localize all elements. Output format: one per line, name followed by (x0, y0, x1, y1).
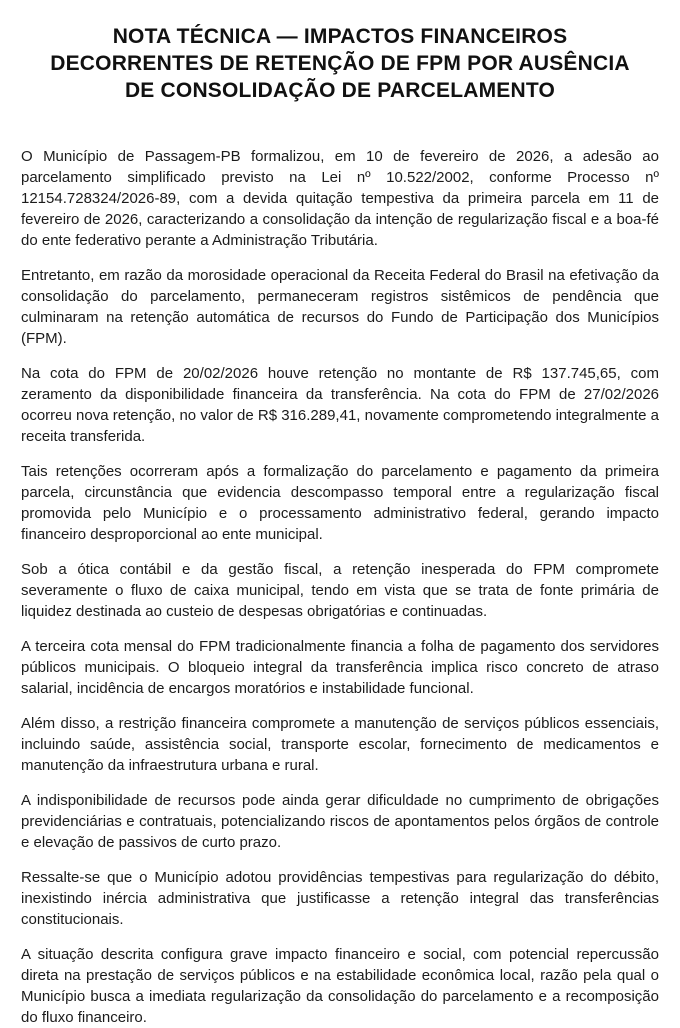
title-line-3: DE CONSOLIDAÇÃO DE PARCELAMENTO (124, 79, 556, 102)
paragraph-adesao-parcelamento: O Município de Passagem-PB formalizou, em 10 de fevereiro de 2026, a adesão ao parcelamento simplificado previsto na Lei nº 10.522/2002, conforme Processo nº 12154.728324/2026-89, com a devida quitação tempestiva da primeira parcela em 11 de fevereiro de 2026, caracterizando a consolidação da intenção de regularização fiscal e a boa-fé do ente federativo perante a Administração Tributária. (21, 148, 659, 249)
paragraph-folha-pagamento: A terceira cota mensal do FPM tradicionalmente financia a folha de pagamento dos servidores públicos municipais. O bloqueio integral da transferência implica risco concreto de atraso salarial, incidência de encargos moratórios e instabilidade funcional. (21, 638, 659, 697)
document-title (0, 0, 680, 104)
paragraph-providencias-tempestivas: Ressalte-se que o Município adotou providências tempestivas para regularização do débito, inexistindo inércia administrativa que justificasse a retenção integral das transferências constitucionais. (21, 869, 659, 928)
paragraph-otica-contabil: Sob a ótica contábil e da gestão fiscal, a retenção inesperada do FPM compromete severamente o fluxo de caixa municipal, tendo em vista que se trata de fonte primária de liquidez destinada ao custeio de despesas obrigatórias e continuadas. (21, 561, 659, 620)
paragraph-valores-retidos: Na cota do FPM de 20/02/2026 houve retenção no montante de R$ 137.745,65, com zeramento da disponibilidade financeira da transferência. Na cota do FPM de 27/02/2026 ocorreu nova retenção, no valor de R$ 316.289,41, novamente comprometendo integralmente a receita transferida. (21, 365, 659, 445)
paragraph-conclusao: A situação descrita configura grave impacto financeiro e social, com potencial repercussão direta na prestação de serviços públicos e na estabilidade econômica local, razão pela qual o Município busca a imediata regularização da consolidação do parcelamento e a recomposição do fluxo financeiro. (21, 946, 659, 1026)
paragraph-obrigacoes-previdenciarias: A indisponibilidade de recursos pode ainda gerar dificuldade no cumprimento de obrigações previdenciárias e contratuais, potencializando riscos de apontamentos pelos órgãos de controle e elevação de passivos de curto prazo. (21, 792, 659, 851)
document-body (0, 146, 680, 1028)
paragraph-morosidade-receita-federal: Entretanto, em razão da morosidade operacional da Receita Federal do Brasil na efetivação da consolidação do parcelamento, permaneceram registros sistêmicos de pendência que culminaram na retenção automática de recursos do Fundo de Participação dos Municípios (FPM). (21, 267, 659, 347)
title-line-2: DECORRENTES DE RETENÇÃO DE FPM POR AUSÊNCIA (50, 52, 630, 75)
paragraph-descompasso-temporal: Tais retenções ocorreram após a formalização do parcelamento e pagamento da primeira parcela, circunstância que evidencia descompasso temporal entre a regularização fiscal promovida pelo Município e o processamento administrativo federal, gerando impacto financeiro desproporcional ao ente municipal. (21, 463, 659, 543)
title-line-1: NOTA TÉCNICA — IMPACTOS FINANCEIROS (112, 25, 568, 48)
paragraph-servicos-essenciais: Além disso, a restrição financeira compromete a manutenção de serviços públicos essenciais, incluindo saúde, assistência social, transporte escolar, fornecimento de medicamentos e manutenção da infraestrutura urbana e rural. (21, 715, 659, 774)
